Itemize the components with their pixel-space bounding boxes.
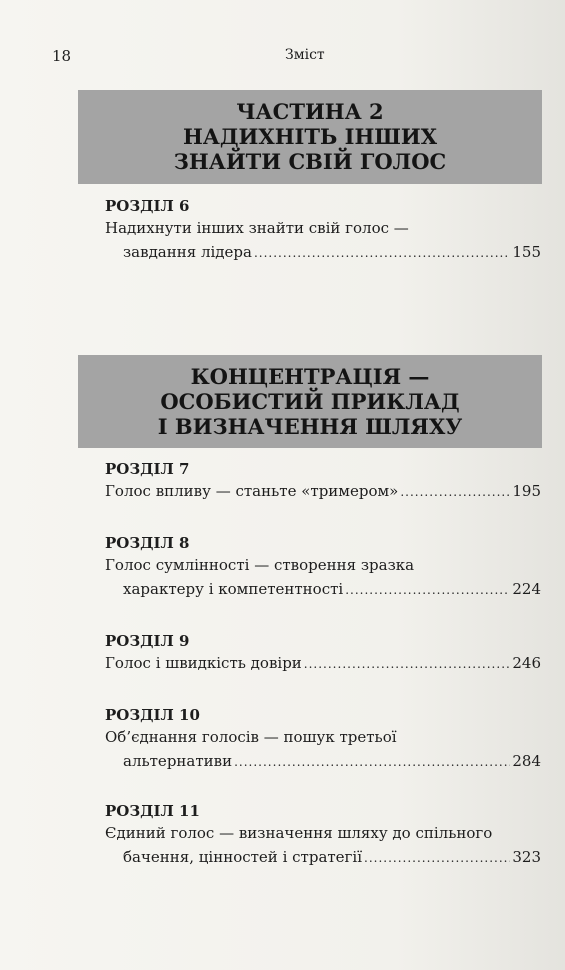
toc-entry-line xyxy=(105,553,541,577)
toc-chapter-8 xyxy=(105,533,541,602)
page-reference: 224 xyxy=(512,580,541,598)
part-3-title-line: І ВИЗНАЧЕННЯ ШЛЯХУ xyxy=(157,414,463,439)
chapter-title: Надихнути інших знайти свій голос — xyxy=(105,219,409,237)
toc-entry-line[interactable] xyxy=(105,577,541,602)
toc-chapter-9 xyxy=(105,631,541,676)
toc-entry-line[interactable] xyxy=(105,651,541,676)
toc-entry-line xyxy=(105,821,541,845)
toc-entry-line[interactable] xyxy=(105,749,541,774)
dot-leader xyxy=(400,480,510,504)
part-3-banner xyxy=(78,355,542,448)
toc-chapter-6 xyxy=(105,196,541,265)
part-2-title-line: НАДИХНІТЬ ІНШИХ xyxy=(182,124,438,149)
part-3-title-line: ОСОБИСТИЙ ПРИКЛАД xyxy=(160,389,460,414)
chapter-label: РОЗДІЛ 8 xyxy=(105,534,190,552)
toc-chapter-10 xyxy=(105,705,541,774)
dot-leader xyxy=(345,578,510,602)
chapter-title-continued: характеру і компетентності xyxy=(123,580,344,598)
chapter-label: РОЗДІЛ 10 xyxy=(105,706,200,724)
toc-chapter-11 xyxy=(105,801,541,870)
toc-entry-line xyxy=(105,725,541,749)
toc-entry-line[interactable] xyxy=(105,845,541,870)
chapter-title-continued: завдання лідера xyxy=(123,243,252,261)
page-reference: 195 xyxy=(512,482,541,500)
toc-chapter-7 xyxy=(105,459,541,504)
chapter-title: Голос впливу — станьте «тримером» xyxy=(105,482,399,500)
toc-entry-line[interactable] xyxy=(105,240,541,265)
dot-leader xyxy=(254,241,510,265)
toc-entry-line xyxy=(105,216,541,240)
part-2-banner xyxy=(78,90,542,184)
dot-leader xyxy=(304,652,511,676)
chapter-title: Голос сумлінності — створення зразка xyxy=(105,556,415,574)
chapter-title-continued: бачення, цінностей і стратегії xyxy=(123,848,363,866)
page-reference: 246 xyxy=(512,654,541,672)
page-reference: 284 xyxy=(512,752,541,770)
part-2-title-line: ЧАСТИНА 2 xyxy=(236,99,384,124)
dot-leader xyxy=(234,750,510,774)
part-3-title-line: КОНЦЕНТРАЦІЯ — xyxy=(190,364,430,389)
chapter-title-continued: альтернативи xyxy=(123,752,233,770)
running-title: Зміст xyxy=(285,47,325,63)
chapter-title: Об’єднання голосів — пошук третьої xyxy=(105,728,397,746)
page-number: 18 xyxy=(52,47,72,65)
chapter-label: РОЗДІЛ 11 xyxy=(105,802,200,820)
chapter-title: Голос і швидкість довіри xyxy=(105,654,302,672)
page-reference: 155 xyxy=(512,243,541,261)
chapter-title: Єдиний голос — визначення шляху до спільного xyxy=(105,824,493,842)
chapter-label: РОЗДІЛ 9 xyxy=(105,632,190,650)
chapter-label: РОЗДІЛ 7 xyxy=(105,460,190,478)
part-2-title-line: ЗНАЙТИ СВІЙ ГОЛОС xyxy=(173,149,447,174)
chapter-label: РОЗДІЛ 6 xyxy=(105,197,190,215)
page-reference: 323 xyxy=(512,848,541,866)
toc-entry-line[interactable] xyxy=(105,479,541,504)
dot-leader xyxy=(364,846,510,870)
